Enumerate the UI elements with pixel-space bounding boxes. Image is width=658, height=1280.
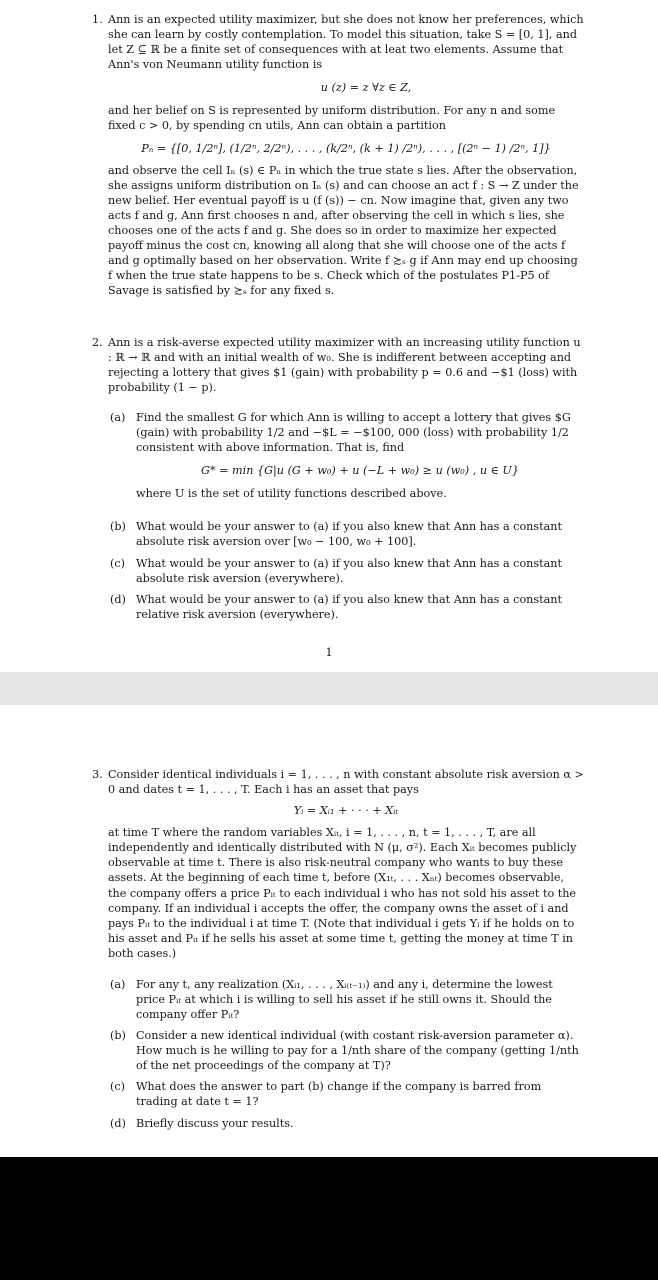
equation: u (z) = z ∀z ∈ Z, <box>320 81 412 95</box>
subquestion-text: Consider a new identical individual (with costant risk-aversion parameter α). How much is he willing to pay for a 1/nth share of the company (getting 1/nth of the net proceedings of the company at T)? <box>136 1029 579 1073</box>
page-separator <box>0 672 658 705</box>
question-paragraph: Ann is an expected utility maximizer, but she does not know her preferences, which she can learn by costly contemplation. To model this situation, take S = [0, 1], and let Z ⊆ ℝ be a finite set of consequences with at leat two elements. Assume that Ann's von Neumann utility function is <box>108 13 584 72</box>
question-3 <box>92 767 584 961</box>
subquestion-text: For any t, any realization (Xᵢ₁, . . . , Xᵢ₍ₜ₋₁₎) and any i, determine the lowest price Pᵢₜ at which i is willing to sell his asset if he still owns it. Should the company offer Pᵢₜ? <box>136 978 553 1022</box>
equation: Pₙ = {[0, 1/2ⁿ], (1/2ⁿ, 2/2ⁿ), . . . , (k/2ⁿ, (k + 1) /2ⁿ), . . . , [(2ⁿ − 1) /2ⁿ, 1]} <box>141 141 551 155</box>
subquestion-label: (c) <box>110 1080 125 1093</box>
question-paragraph: and her belief on S is represented by uniform distribution. For any n and some fixed c > 0, by spending cn utils, Ann can obtain a partition <box>108 104 556 133</box>
question-2a <box>110 410 584 501</box>
question-2c <box>110 556 584 586</box>
question-3d <box>110 1116 584 1131</box>
question-paragraph: Consider identical individuals i = 1, . . . , n with constant absolute risk aversion α > 0 and dates t = 1, . . . , T. Each i has an asset that pays <box>108 768 584 797</box>
question-3c <box>110 1079 584 1109</box>
subquestion-label: (a) <box>110 978 126 991</box>
question-number: 1. <box>92 13 103 26</box>
subquestion-label: (b) <box>110 520 126 533</box>
document-page-2 <box>0 705 658 1157</box>
question-3a <box>110 977 584 1022</box>
subquestion-text: What does the answer to part (b) change if the company is barred from trading at date t = 1? <box>136 1080 542 1109</box>
subquestion-text: where U is the set of utility functions described above. <box>136 487 447 501</box>
page-number: 1 <box>325 646 333 659</box>
subquestion-text: What would be your answer to (a) if you also knew that Ann has a constant absolute risk aversion (everywhere). <box>136 557 562 586</box>
subquestion-label: (d) <box>110 593 126 606</box>
question-number: 3. <box>92 768 103 781</box>
question-2 <box>92 335 584 395</box>
equation: G* = min {G|u (G + w₀) + u (−L + w₀) ≥ u (w₀) , u ∈ U} <box>201 464 519 478</box>
question-paragraph: at time T where the random variables Xᵢₜ, i = 1, . . . , n, t = 1, . . . , T, are all independently and identically distributed with N (μ, σ²). Each Xᵢₜ becomes publicly observable at time t. There is also risk-neutral company who wants to buy these assets. At the beginning of each time t, before (X₁ₜ, . . . Xₙₜ) becomes observable, the company offers a price Pᵢₜ to each individual i who has not sold his asset to the company. If an individual i accepts the offer, the company owns the asset of i and pays Pᵢₜ to the individual i at time T. (Note that individual i gets Yᵢ if he holds on to his asset and Pᵢₜ if he sells his asset at some time t, getting the money at time T in both cases.) <box>108 826 577 960</box>
question-1 <box>92 12 584 298</box>
question-2b <box>110 519 584 549</box>
subquestion-label: (a) <box>110 411 126 424</box>
question-paragraph: Ann is a risk-averse expected utility maximizer with an increasing utility function u : ℝ → ℝ and with an initial wealth of w₀. She is indifferent between accepting and rejecting a lottery that gives $1 (gain) with probability p = 0.6 and −$1 (loss) with probability (1 − p). <box>108 336 581 395</box>
question-3b <box>110 1028 584 1073</box>
subquestion-label: (d) <box>110 1117 126 1130</box>
subquestion-text: Find the smallest G for which Ann is willing to accept a lottery that gives $G (gain) with probability 1/2 and −$L = −$100, 000 (loss) with probability 1/2 consistent with above information. That is, find <box>136 411 571 455</box>
subquestion-label: (c) <box>110 557 125 570</box>
subquestion-text: What would be your answer to (a) if you also knew that Ann has a constant absolute risk aversion over [w₀ − 100, w₀ + 100]. <box>136 520 562 549</box>
subquestion-text: What would be your answer to (a) if you also knew that Ann has a constant relative risk aversion (everywhere). <box>136 593 562 622</box>
subquestion-label: (b) <box>110 1029 126 1042</box>
question-2d <box>110 592 584 622</box>
question-paragraph: and observe the cell Iₙ (s) ∈ Pₙ in which the true state s lies. After the observation, she assigns uniform distribution on Iₙ (s) and can choose an act f : S → Z under the new belief. Her eventual payoff is u (f (s)) − cn. Now imagine that, given any two acts f and g, Ann first chooses n and, after observing the cell in which s lies, she chooses one of the acts f and g. She does so in order to maximize her expected payoff minus the cost cn, knowing all along that she will choose one of the acts f and g optimally based on her observation. Write f ≿ₛ g if Ann may end up choosing f when the true state happens to be s. Check which of the postulates P1-P5 of Savage is satisfied by ≿ₛ for any fixed s. <box>108 163 579 298</box>
subquestion-text: Briefly discuss your results. <box>136 1117 294 1130</box>
equation: Yᵢ = Xᵢ₁ + · · · + Xᵢₜ <box>293 804 399 818</box>
question-number: 2. <box>92 336 103 349</box>
